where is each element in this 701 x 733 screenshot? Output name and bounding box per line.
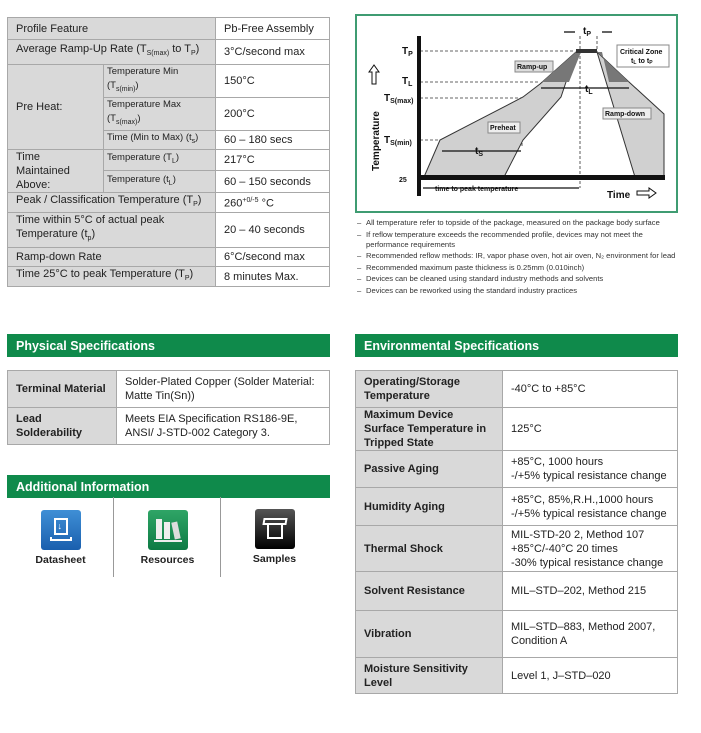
time-to-peak-label: time to peak temperature bbox=[435, 186, 519, 193]
samples-link[interactable] bbox=[221, 497, 328, 577]
spec-value: Solder-Plated Copper (Solder Material: Matte Tin(Sn)) bbox=[117, 371, 330, 408]
critical-zone-label: Critical Zone bbox=[620, 49, 663, 56]
spec-label: Lead Solderability bbox=[8, 408, 117, 445]
reflow-graph bbox=[357, 16, 676, 211]
note: – Devices can be cleaned using standard industry methods and solvents bbox=[357, 274, 687, 284]
datasheet-icon: ↓ bbox=[41, 510, 81, 550]
env-value: MIL-STD-20 2, Method 107 +85°C/-40°C 20 times -30% typical resistance change bbox=[503, 526, 678, 572]
temperature-arrow-icon bbox=[369, 65, 379, 84]
env-row bbox=[356, 371, 678, 408]
env-row bbox=[356, 611, 678, 658]
note: – Recommended maximum paste thickness is 0.25mm (0.010inch) bbox=[357, 263, 687, 273]
tp-time-label: $t_P$ bbox=[583, 26, 592, 38]
header-assembly: Pb-Free Assembly bbox=[216, 18, 330, 40]
additional-info-header: Additional Information bbox=[7, 475, 330, 498]
environmental-specs-table bbox=[355, 370, 678, 694]
env-row bbox=[356, 451, 678, 488]
env-label: Passive Aging bbox=[356, 451, 503, 488]
env-value: +85°C, 1000 hours -/+5% typical resistance change bbox=[503, 451, 678, 488]
env-value: 125°C bbox=[503, 408, 678, 451]
tl-label: Temperature $(T_L)$ bbox=[104, 149, 216, 171]
tsmin-label: $T_{S(min)}$ bbox=[384, 135, 412, 147]
peak-label: Peak / Classification Temperature $(T_P)$ bbox=[8, 192, 216, 212]
reflow-profile-diagram bbox=[355, 14, 678, 213]
resources-books-icon bbox=[148, 510, 188, 550]
env-value: MIL–STD–202, Method 215 bbox=[503, 572, 678, 611]
resources-label: Resources bbox=[140, 554, 195, 566]
ramp-down-label: Ramp-down Rate bbox=[8, 247, 216, 266]
tl-value: 217°C bbox=[216, 149, 330, 171]
y-axis-label: Temperature bbox=[371, 111, 382, 171]
samples-box-icon bbox=[255, 509, 295, 549]
time-25-label: Time 25°C to peak Temperature $(T_P)$ bbox=[8, 266, 216, 286]
datasheet-link[interactable] bbox=[7, 497, 114, 577]
tl-time-label: Temperature $(t_L)$ bbox=[104, 171, 216, 193]
avg-ramp-value: 3°C/second max bbox=[216, 40, 330, 65]
env-label: Moisture Sensitivity Level bbox=[356, 658, 503, 694]
time-arrow-icon bbox=[637, 188, 656, 198]
env-row bbox=[356, 658, 678, 694]
preheat-max-value: 200°C bbox=[216, 97, 330, 130]
preheat-time-value: 60 – 180 secs bbox=[216, 130, 330, 149]
env-label: Maximum Device Surface Temperature in Tripped State bbox=[356, 408, 503, 451]
env-label: Humidity Aging bbox=[356, 488, 503, 526]
env-row bbox=[356, 572, 678, 611]
preheat-min-label: Temperature Min $(T_{s(min)})$ bbox=[104, 65, 216, 98]
datasheet-label: Datasheet bbox=[35, 554, 86, 566]
resources-link[interactable] bbox=[114, 497, 221, 577]
note: – Recommended reflow methods: IR, vapor phase oven, hot air oven, N₂ environment for lead bbox=[357, 251, 687, 261]
time-25-value: 8 minutes Max. bbox=[216, 266, 330, 286]
env-value: MIL–STD–883, Method 2007, Condition A bbox=[503, 611, 678, 658]
y-axis bbox=[417, 36, 421, 196]
note: – Devices can be reworked using the standard industry practices bbox=[357, 286, 687, 296]
note: – All temperature refer to topside of the package, measured on the package body surface bbox=[357, 218, 687, 228]
ts-time-label: $t_S$ bbox=[475, 146, 484, 158]
preheat-time-label: Time (Min to Max) $(t_s)$ bbox=[104, 130, 216, 149]
env-value: Level 1, J–STD–020 bbox=[503, 658, 678, 694]
time-above-label: Time Maintained Above: bbox=[8, 149, 104, 192]
preheat-label: Pre Heat: bbox=[8, 65, 104, 150]
x-axis bbox=[417, 175, 665, 180]
env-value: -40°C to +85°C bbox=[503, 371, 678, 408]
env-value: +85°C, 85%,R.H.,1000 hours -/+5% typical resistance change bbox=[503, 488, 678, 526]
env-label: Thermal Shock bbox=[356, 526, 503, 572]
ramp-down-label: Ramp-down bbox=[605, 111, 646, 118]
samples-label: Samples bbox=[252, 553, 297, 565]
env-label: Solvent Resistance bbox=[356, 572, 503, 611]
tl-time-label: $t_L$ bbox=[585, 84, 593, 96]
tp-label: $T_P$ bbox=[402, 46, 413, 58]
tsmax-label: $T_{S(max)}$ bbox=[384, 93, 414, 105]
reflow-profile-table bbox=[7, 17, 330, 287]
note: – If reflow temperature exceeds the recommended profile, devices may not meet the performance requirements bbox=[357, 230, 687, 250]
physical-specs-table bbox=[7, 370, 330, 445]
env-row bbox=[356, 408, 678, 451]
ramp-down-value: 6°C/second max bbox=[216, 247, 330, 266]
base-temp-label: 25 bbox=[399, 177, 407, 184]
notes-list bbox=[357, 218, 687, 298]
tl-label: $T_L$ bbox=[402, 76, 413, 88]
physical-specs-header: Physical Specifications bbox=[7, 334, 330, 357]
preheat-min-value: 150°C bbox=[216, 65, 330, 98]
x-axis-label: Time bbox=[607, 190, 631, 201]
avg-ramp-label: Average Ramp-Up Rate ($T_{S(max)}$ to $T_P$) bbox=[8, 40, 216, 65]
time-within-label: Time within 5°C of actual peak Temperature $(t_p)$ bbox=[8, 212, 216, 247]
spec-label: Terminal Material bbox=[8, 371, 117, 408]
critical-zone-range: tL to tP bbox=[631, 58, 653, 66]
environmental-specs-header: Environmental Specifications bbox=[355, 334, 678, 357]
peak-value: $260^{+0/-5}$ °C bbox=[216, 192, 330, 212]
preheat-max-label: Temperature Max $(T_{s(max)})$ bbox=[104, 97, 216, 130]
header-feature: Profile Feature bbox=[8, 18, 216, 40]
spec-value: Meets EIA Specification RS186-9E, ANSI/ J-STD-002 Category 3. bbox=[117, 408, 330, 445]
preheat-label: Preheat bbox=[490, 125, 516, 132]
time-within-value: 20 – 40 seconds bbox=[216, 212, 330, 247]
env-label: Operating/Storage Temperature bbox=[356, 371, 503, 408]
env-row bbox=[356, 488, 678, 526]
env-label: Vibration bbox=[356, 611, 503, 658]
env-row bbox=[356, 526, 678, 572]
tl-time-value: 60 – 150 seconds bbox=[216, 171, 330, 193]
ramp-up-label: Ramp-up bbox=[517, 64, 548, 71]
